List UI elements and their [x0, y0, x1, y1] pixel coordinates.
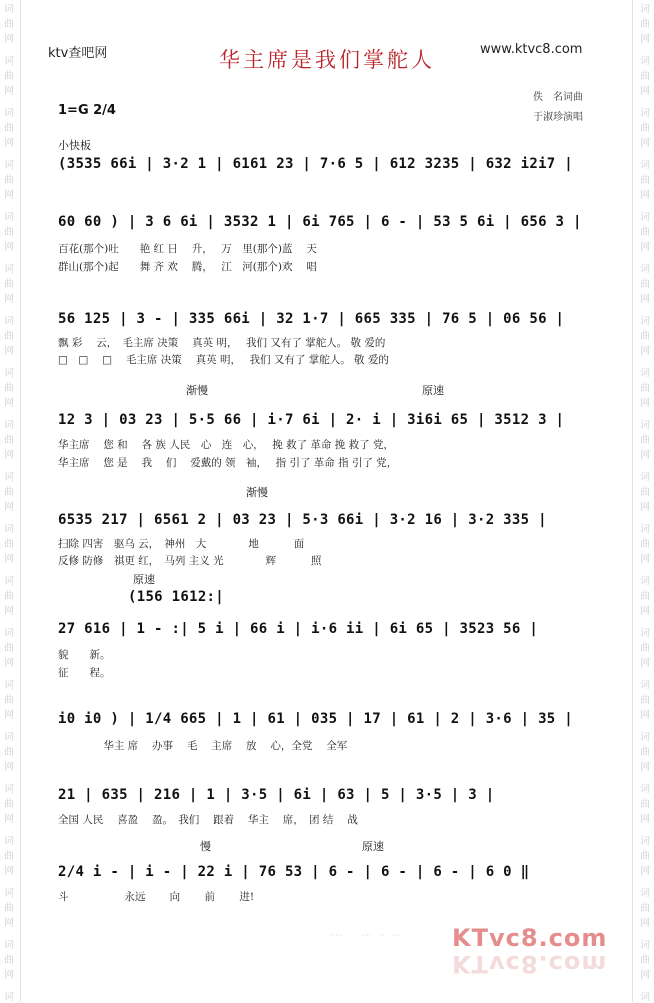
margin-glyph: 曲 — [4, 331, 14, 342]
right-margin-rule — [632, 0, 633, 1002]
site-watermark-reflection: KTvc8.com — [452, 950, 608, 978]
margin-glyph: 网 — [4, 970, 14, 981]
margin-glyph: 曲 — [4, 383, 14, 394]
margin-glyph: 词 — [4, 524, 14, 535]
notation-line-8: i0 i0 ) | 1/4 665 | 1 | 61 | 035 | 17 | 61 | 2 | 3·6 | 35 | — [58, 711, 573, 727]
margin-glyph: 曲 — [640, 799, 650, 810]
margin-glyph: 词 — [640, 680, 650, 691]
margin-glyph: 网 — [4, 398, 14, 409]
right-margin-watermark — [638, 0, 652, 1002]
margin-glyph: 网 — [640, 450, 650, 461]
margin-glyph: 网 — [4, 138, 14, 149]
margin-glyph: 网 — [640, 814, 650, 825]
margin-glyph: 曲 — [640, 851, 650, 862]
site-watermark: KTvc8.com — [452, 924, 608, 952]
margin-glyph: 曲 — [4, 851, 14, 862]
notation-line-10: 2/4 i - | i - | 22 i | 76 53 | 6 - | 6 - | 6 - | 6 0 ‖ — [58, 864, 530, 880]
margin-glyph: 词 — [4, 628, 14, 639]
margin-glyph: 词 — [4, 992, 14, 1003]
margin-glyph: 网 — [4, 294, 14, 305]
lyric-line-5a: 扫除 四害 驱乌 云， 神州 大 地 面 — [58, 538, 305, 550]
margin-glyph: 曲 — [640, 123, 650, 134]
margin-glyph: 网 — [640, 190, 650, 201]
tempo-marking: 小快板 — [58, 139, 91, 152]
margin-glyph: 词 — [640, 888, 650, 899]
margin-glyph: 网 — [640, 970, 650, 981]
lyric-line-2b: 群山(那个)起 舞 齐 欢 腾， 江 河(那个)欢 唱 — [58, 261, 317, 273]
site-name: ktv查吧网 — [48, 46, 108, 61]
margin-glyph: 曲 — [4, 799, 14, 810]
margin-glyph: 词 — [4, 680, 14, 691]
margin-glyph: 网 — [4, 814, 14, 825]
margin-glyph: 曲 — [4, 435, 14, 446]
credit-lyrics: 佚 名词曲 — [533, 92, 583, 103]
margin-glyph: 词 — [640, 212, 650, 223]
margin-glyph: 网 — [640, 866, 650, 877]
margin-glyph: 网 — [640, 658, 650, 669]
margin-glyph: 曲 — [640, 539, 650, 550]
tempo-resume-3: 原速 — [362, 840, 384, 853]
tempo-slow-2: 渐慢 — [246, 486, 268, 499]
margin-glyph: 词 — [4, 420, 14, 431]
margin-glyph: 词 — [4, 576, 14, 587]
margin-glyph: 网 — [640, 398, 650, 409]
margin-glyph: 网 — [4, 346, 14, 357]
lyric-line-5b: 反修 防修 祺更 红， 马列 主义 光 辉 照 — [58, 555, 322, 567]
margin-glyph: 曲 — [4, 747, 14, 758]
lyric-line-4b: 华主席 您 是 我 们 爱戴的 领 袖， 指 引了 革命 指 引了 党， — [58, 457, 398, 469]
margin-glyph: 曲 — [4, 175, 14, 186]
lyric-line-10: 斗 永远 向 前 进! — [58, 891, 255, 903]
margin-glyph: 曲 — [640, 695, 650, 706]
margin-glyph: 曲 — [640, 383, 650, 394]
margin-glyph: 词 — [4, 784, 14, 795]
notation-line-1: (3535 66i | 3·2 1 | 6161 23 | 7·6 5 | 612 3235 | 632 i2i7 | — [58, 156, 573, 172]
margin-glyph: 网 — [4, 918, 14, 929]
margin-glyph: 曲 — [640, 19, 650, 30]
left-margin-watermark — [2, 0, 16, 1002]
margin-glyph: 词 — [640, 160, 650, 171]
tempo-resume-2: 原速 — [133, 573, 155, 586]
margin-glyph: 曲 — [640, 175, 650, 186]
margin-glyph: 词 — [4, 4, 14, 15]
margin-glyph: 词 — [4, 472, 14, 483]
margin-glyph: 网 — [4, 450, 14, 461]
margin-glyph: 网 — [4, 242, 14, 253]
margin-glyph: 曲 — [4, 591, 14, 602]
margin-glyph: 曲 — [4, 279, 14, 290]
margin-glyph: 词 — [4, 836, 14, 847]
lyric-line-4a: 华主席 您 和 各 族 人民 心 连 心， 挽 救了 革命 挽 救了 党， — [58, 439, 394, 451]
faint-text-smudge: ····· · ···· ·· ··· — [330, 931, 401, 940]
margin-glyph: 曲 — [640, 955, 650, 966]
lyric-line-3a: 飘 彩 云， 毛主席 决策 真英 明， 我们 又有了 掌舵人。 敬 爱的 — [58, 337, 386, 349]
margin-glyph: 网 — [640, 242, 650, 253]
margin-glyph: 曲 — [4, 123, 14, 134]
margin-glyph: 网 — [640, 918, 650, 929]
margin-glyph: 网 — [640, 502, 650, 513]
margin-glyph: 网 — [4, 34, 14, 45]
margin-glyph: 曲 — [4, 539, 14, 550]
margin-glyph: 网 — [4, 190, 14, 201]
margin-glyph: 曲 — [4, 695, 14, 706]
notation-line-4: 12 3 | 03 23 | 5·5 66 | i·7 6i | 2· i | 3i6i 65 | 3512 3 | — [58, 412, 565, 428]
lyric-line-3b: □ □ □ 毛主席 决策 真英 明， 我们 又有了 掌舵人。 敬 爱的 — [58, 354, 389, 366]
margin-glyph: 词 — [4, 56, 14, 67]
margin-glyph: 词 — [4, 888, 14, 899]
margin-glyph: 曲 — [4, 643, 14, 654]
margin-glyph: 词 — [640, 316, 650, 327]
margin-glyph: 网 — [640, 86, 650, 97]
tempo-slow-3: 慢 — [200, 840, 211, 853]
margin-glyph: 曲 — [640, 435, 650, 446]
margin-glyph: 曲 — [4, 19, 14, 30]
margin-glyph: 词 — [4, 368, 14, 379]
margin-glyph: 网 — [4, 502, 14, 513]
margin-glyph: 曲 — [640, 903, 650, 914]
lyric-line-7a: 貌 新。 — [58, 649, 111, 661]
margin-glyph: 网 — [640, 762, 650, 773]
margin-glyph: 词 — [640, 732, 650, 743]
lyric-line-2a: 百花(那个)吐 艳 红 日 升， 万 里(那个)蓝 天 — [58, 243, 317, 255]
margin-glyph: 词 — [640, 836, 650, 847]
tempo-resume-1: 原速 — [422, 384, 444, 397]
margin-glyph: 词 — [640, 472, 650, 483]
margin-glyph: 网 — [4, 866, 14, 877]
margin-glyph: 网 — [4, 762, 14, 773]
margin-glyph: 曲 — [640, 643, 650, 654]
margin-glyph: 网 — [640, 554, 650, 565]
margin-glyph: 网 — [640, 294, 650, 305]
margin-glyph: 曲 — [4, 71, 14, 82]
margin-glyph: 词 — [640, 4, 650, 15]
margin-glyph: 曲 — [640, 487, 650, 498]
margin-glyph: 网 — [640, 34, 650, 45]
margin-glyph: 曲 — [640, 591, 650, 602]
margin-glyph: 曲 — [640, 279, 650, 290]
margin-glyph: 曲 — [640, 747, 650, 758]
margin-glyph: 曲 — [640, 227, 650, 238]
margin-glyph: 词 — [640, 368, 650, 379]
notation-line-2: 60 60 ) | 3 6 6i | 3532 1 | 6i 765 | 6 - | 53 5 6i | 656 3 | — [58, 214, 582, 230]
margin-glyph: 词 — [4, 212, 14, 223]
margin-glyph: 词 — [4, 940, 14, 951]
tempo-slow-1: 渐慢 — [186, 384, 208, 397]
notation-line-6: (156 1612:| — [128, 589, 225, 605]
margin-glyph: 曲 — [4, 487, 14, 498]
margin-glyph: 词 — [640, 108, 650, 119]
margin-glyph: 词 — [640, 940, 650, 951]
site-url[interactable]: www.ktvc8.com — [480, 42, 583, 57]
margin-glyph: 词 — [640, 56, 650, 67]
margin-glyph: 曲 — [640, 71, 650, 82]
margin-glyph: 词 — [4, 160, 14, 171]
margin-glyph: 词 — [4, 316, 14, 327]
margin-glyph: 网 — [4, 554, 14, 565]
margin-glyph: 词 — [640, 628, 650, 639]
margin-glyph: 词 — [640, 784, 650, 795]
notation-line-9: 21 | 635 | 216 | 1 | 3·5 | 6i | 63 | 5 | 3·5 | 3 | — [58, 787, 495, 803]
margin-glyph: 词 — [640, 576, 650, 587]
notation-line-3: 56 125 | 3 - | 335 66i | 32 1·7 | 665 335 | 76 5 | 06 56 | — [58, 311, 565, 327]
margin-glyph: 词 — [4, 732, 14, 743]
song-title: 华主席是我们掌舵人 — [219, 48, 435, 72]
margin-glyph: 词 — [4, 264, 14, 275]
margin-glyph: 曲 — [640, 331, 650, 342]
lyric-line-9: 全国 人民 喜盈 盈。 我们 跟着 华主 席， 团 结 战 — [58, 814, 358, 826]
left-margin-rule — [20, 0, 21, 1002]
margin-glyph: 网 — [4, 86, 14, 97]
margin-glyph: 网 — [640, 606, 650, 617]
key-signature: 1=G 2/4 — [58, 103, 116, 118]
lyric-line-8: 华主 席 办事 毛 主席 放 心，全党 全军 — [58, 740, 348, 752]
margin-glyph: 词 — [4, 108, 14, 119]
notation-line-5: 6535 217 | 6561 2 | 03 23 | 5·3 66i | 3·2 16 | 3·2 335 | — [58, 512, 547, 528]
margin-glyph: 网 — [640, 138, 650, 149]
margin-glyph: 网 — [640, 346, 650, 357]
margin-glyph: 网 — [4, 658, 14, 669]
notation-line-7: 27 616 | 1 - :| 5 i | 66 i | i·6 ii | 6i 65 | 3523 56 | — [58, 621, 539, 637]
margin-glyph: 词 — [640, 420, 650, 431]
margin-glyph: 曲 — [4, 955, 14, 966]
lyric-line-7b: 征 程。 — [58, 667, 111, 679]
margin-glyph: 曲 — [4, 227, 14, 238]
margin-glyph: 网 — [4, 606, 14, 617]
margin-glyph: 词 — [640, 524, 650, 535]
margin-glyph: 词 — [640, 264, 650, 275]
margin-glyph: 词 — [640, 992, 650, 1003]
margin-glyph: 网 — [640, 710, 650, 721]
margin-glyph: 曲 — [4, 903, 14, 914]
credit-singer: 于淑珍演唱 — [533, 112, 583, 123]
margin-glyph: 网 — [4, 710, 14, 721]
